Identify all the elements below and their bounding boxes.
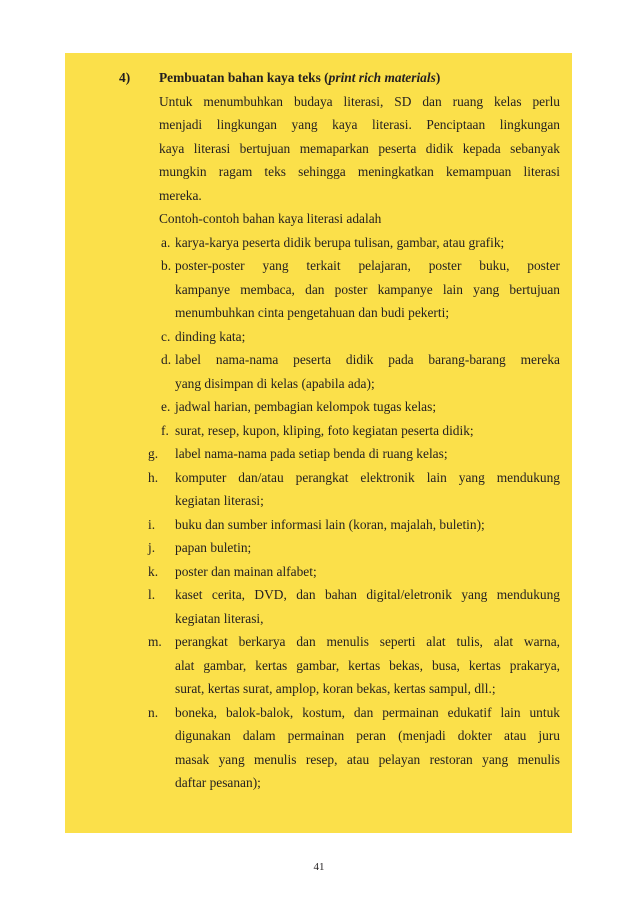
section-heading-plain: Pembuatan bahan kaya teks ( bbox=[159, 70, 329, 85]
list-item-label: f. bbox=[161, 422, 169, 438]
list-item-label: h. bbox=[148, 469, 159, 485]
list-item-text: surat, kertas surat, amplop, koran bekas, kertas sampul, dll.; bbox=[175, 681, 496, 696]
section-heading-close: ) bbox=[435, 70, 441, 85]
paragraph-line: menjadi lingkungan yang kaya literasi. Penciptaan lingkungan bbox=[159, 117, 560, 132]
list-item-text: kegiatan literasi, bbox=[175, 610, 264, 626]
list-item-label: k. bbox=[148, 563, 159, 579]
list-item-text: dinding kata; bbox=[175, 328, 246, 344]
list-item-text: kaset cerita, DVD, dan bahan digital/eletronik yang mendukung bbox=[175, 587, 560, 602]
list-item-text: perangkat berkarya dan menulis seperti alat tulis, alat warna, bbox=[175, 634, 560, 649]
list-item-text: masak yang menulis resep, atau pelayan restoran yang menulis bbox=[175, 751, 560, 767]
list-item-text: daftar pesanan); bbox=[175, 775, 261, 790]
list-item-label: c. bbox=[161, 328, 171, 344]
section-heading bbox=[159, 66, 440, 90]
list-item-text: label nama-nama peserta didik pada barang-barang mereka bbox=[175, 352, 560, 367]
list-item-text: jadwal harian, pembagian kelompok tugas kelas; bbox=[175, 399, 437, 414]
list-item-text: karya-karya peserta didik berupa tulisan, gambar, atau grafik; bbox=[175, 234, 505, 250]
list-item-text: surat, resep, kupon, kliping, foto kegiatan peserta didik; bbox=[175, 422, 474, 438]
list-item-text: papan buletin; bbox=[175, 540, 252, 555]
list-item-text: alat gambar, kertas gambar, kertas bekas, busa, kertas prakarya, bbox=[175, 657, 560, 673]
section-number: 4) bbox=[119, 70, 131, 85]
highlight-box bbox=[65, 53, 572, 833]
list-item-label: e. bbox=[161, 399, 171, 414]
list-item-label: g. bbox=[148, 446, 159, 461]
list-item-text: boneka, balok-balok, kostum, dan permainan edukatif lain untuk bbox=[175, 704, 560, 720]
list-item-label: m. bbox=[148, 634, 162, 649]
list-item-label: a. bbox=[161, 234, 171, 250]
list-item-text: poster-poster yang terkait pelajaran, poster buku, poster bbox=[175, 258, 560, 273]
list-item-text: yang disimpan di kelas (apabila ada); bbox=[175, 375, 375, 391]
paragraph-line: Contoh-contoh bahan kaya literasi adalah bbox=[159, 211, 382, 226]
paragraph-line: mungkin ragam teks sehingga meningkatkan kemampuan literasi bbox=[159, 164, 560, 179]
list-item-text: komputer dan/atau perangkat elektronik lain yang mendukung bbox=[175, 469, 560, 485]
paragraph-line: Untuk menumbuhkan budaya literasi, SD dan ruang kelas perlu bbox=[159, 93, 560, 109]
list-item-text: label nama-nama pada setiap benda di ruang kelas; bbox=[175, 446, 448, 461]
list-item-text: kegiatan literasi; bbox=[175, 493, 264, 508]
list-item-text: poster dan mainan alfabet; bbox=[175, 563, 317, 579]
page-number: 41 bbox=[313, 861, 325, 873]
list-item-label: i. bbox=[148, 516, 156, 532]
paragraph-line: kaya literasi bertujuan memaparkan peserta didik kepada sebanyak bbox=[159, 140, 560, 156]
paragraph-line: mereka. bbox=[159, 187, 202, 203]
list-item-label: b. bbox=[161, 258, 172, 273]
list-item-label: d. bbox=[161, 352, 172, 367]
list-item-label: l. bbox=[148, 587, 156, 602]
list-item-label: n. bbox=[148, 704, 159, 720]
list-item-text: buku dan sumber informasi lain (koran, majalah, buletin); bbox=[175, 516, 485, 532]
list-item-label: j. bbox=[148, 540, 156, 555]
list-item-text: menumbuhkan cinta pengetahuan dan budi pekerti; bbox=[175, 305, 450, 320]
list-item-text: digunakan dalam permainan peran (menjadi dokter atau juru bbox=[175, 728, 560, 743]
list-item-text: kampanye membaca, dan poster kampanye lain yang bertujuan bbox=[175, 281, 560, 297]
section-heading-italic: print rich materials bbox=[328, 70, 436, 85]
